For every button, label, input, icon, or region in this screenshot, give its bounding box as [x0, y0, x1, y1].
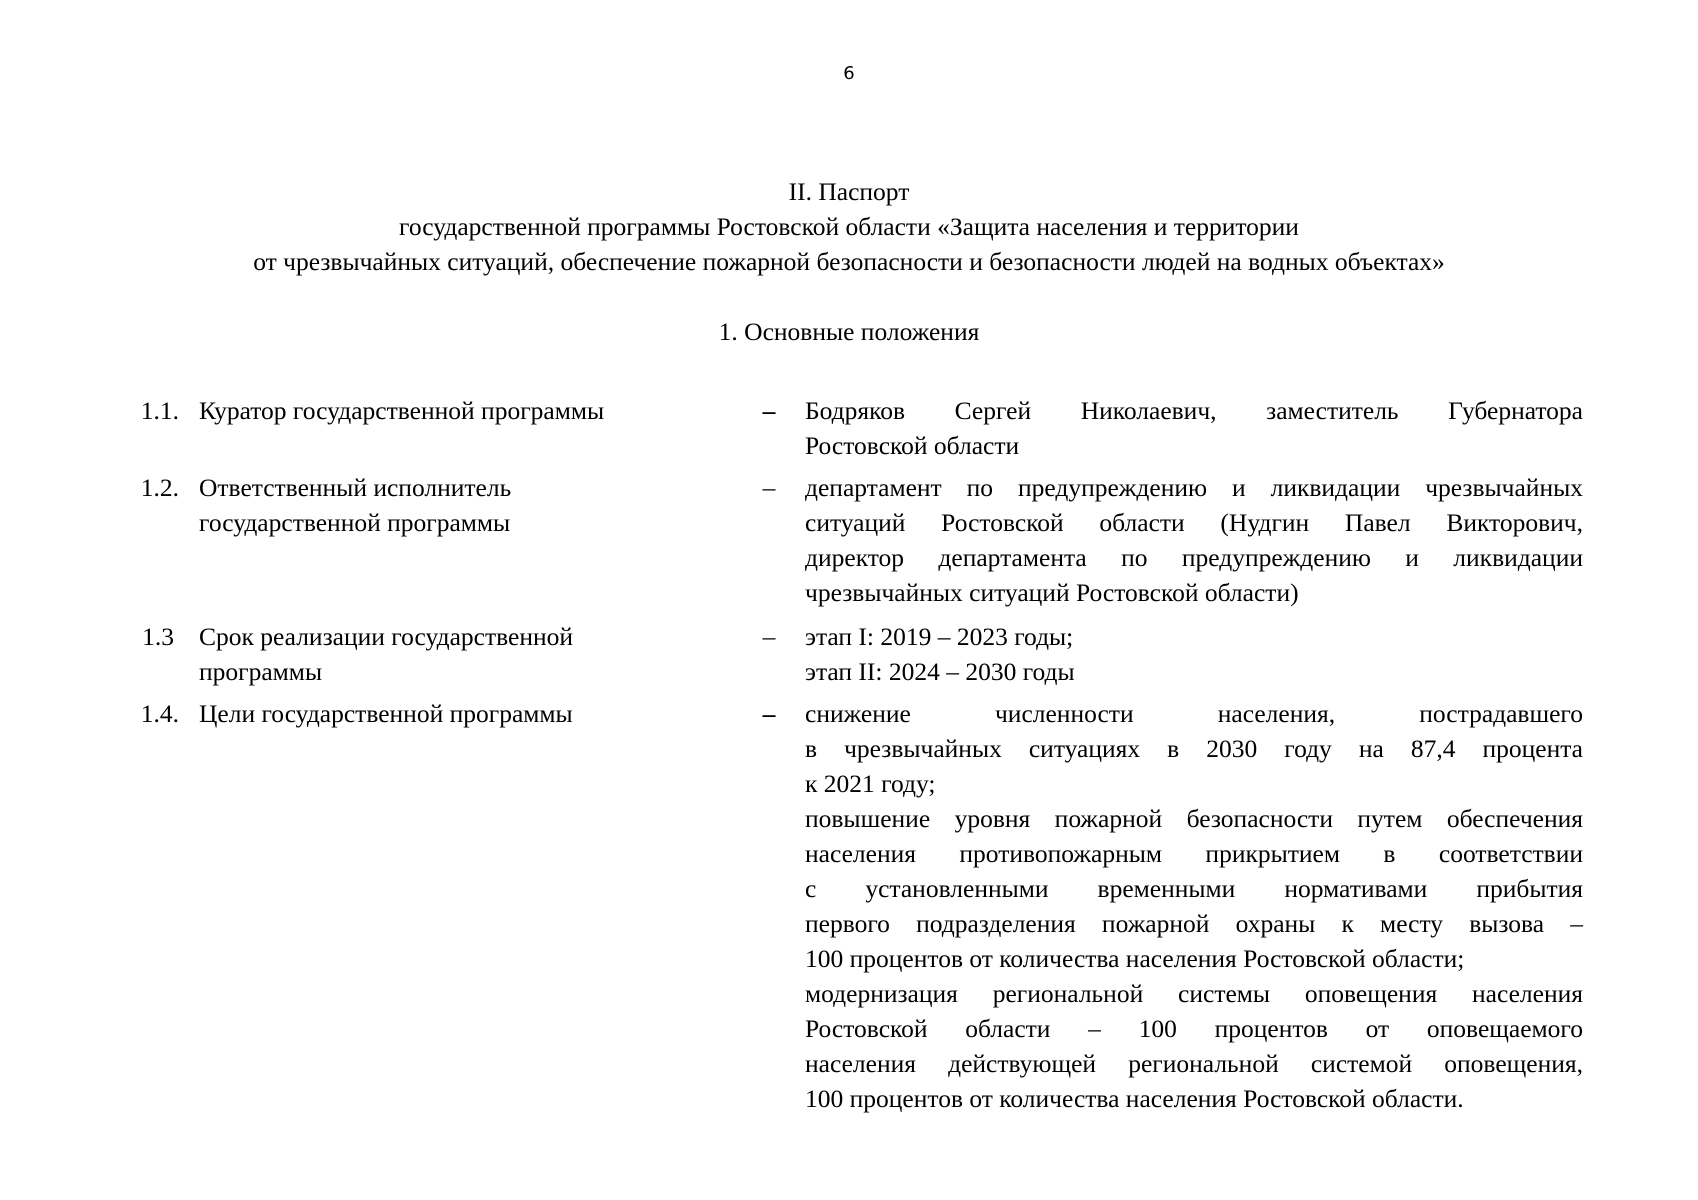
value-line: департамент по предупреждению и ликвидации чрезвычайных	[805, 473, 1583, 502]
row-number: 1.4.	[140, 699, 179, 728]
value-line: с установленными временными нормативами прибытия	[805, 874, 1583, 903]
document-title-line-3: от чрезвычайных ситуаций, обеспечение пожарной безопасности и безопасности людей на водных объектах»	[253, 247, 1445, 276]
value-line: директор департамента по предупреждению и ликвидации	[805, 543, 1583, 572]
value-line: этап II: 2024 – 2030 годы	[805, 657, 1075, 686]
document-title-line-1: II. Паспорт	[788, 177, 910, 206]
value-line: повышение уровня пожарной безопасности путем обеспечения	[805, 804, 1583, 833]
row-value	[805, 696, 1583, 1116]
value-line: населения противопожарным прикрытием в соответствии	[805, 839, 1583, 868]
value-line: к 2021 году;	[805, 769, 936, 798]
value-line: модернизация региональной системы оповещения населения	[805, 979, 1583, 1008]
row-dash: –	[762, 473, 776, 502]
document-title-line-2: государственной программы Ростовской области «Защита населения и территории	[399, 212, 1299, 241]
row-dash: –	[762, 622, 776, 651]
row-label	[199, 470, 679, 540]
row-label: Куратор государственной программы	[199, 396, 605, 425]
label-line: Ответственный исполнитель	[199, 473, 512, 502]
value-line: Ростовской области – 100 процентов от оповещаемого	[805, 1014, 1583, 1043]
value-line: первого подразделения пожарной охраны к месту вызова –	[805, 909, 1583, 938]
value-line: Ростовской области	[805, 431, 1020, 460]
row-number: 1.2.	[140, 473, 179, 502]
value-line: снижение численности населения, пострадавшего	[805, 699, 1583, 728]
row-number: 1.1.	[140, 396, 179, 425]
row-value	[805, 393, 1583, 463]
value-line: 100 процентов от количества населения Ростовской области;	[805, 944, 1465, 973]
row-value	[805, 470, 1583, 610]
section-title: 1. Основные положения	[718, 317, 980, 346]
value-line: ситуаций Ростовской области (Нудгин Павел Викторович,	[805, 508, 1583, 537]
row-dash: –	[762, 396, 776, 425]
row-number: 1.3	[142, 622, 174, 651]
label-line: государственной программы	[199, 508, 511, 537]
label-line: программы	[199, 657, 323, 686]
row-value	[805, 619, 1583, 689]
value-line: чрезвычайных ситуаций Ростовской области)	[805, 578, 1299, 607]
page-number: 6	[843, 63, 855, 84]
label-line: Срок реализации государственной	[199, 622, 574, 651]
row-dash: –	[762, 699, 776, 728]
row-label: Цели государственной программы	[199, 699, 573, 728]
value-line: населения действующей региональной системой оповещения,	[805, 1049, 1583, 1078]
value-line: 100 процентов от количества населения Ростовской области.	[805, 1084, 1464, 1113]
value-line: Бодряков Сергей Николаевич, заместитель Губернатора	[805, 396, 1583, 425]
value-line: этап I: 2019 – 2023 годы;	[805, 622, 1074, 651]
value-line: в чрезвычайных ситуациях в 2030 году на 87,4 процента	[805, 734, 1583, 763]
row-label	[199, 619, 679, 689]
